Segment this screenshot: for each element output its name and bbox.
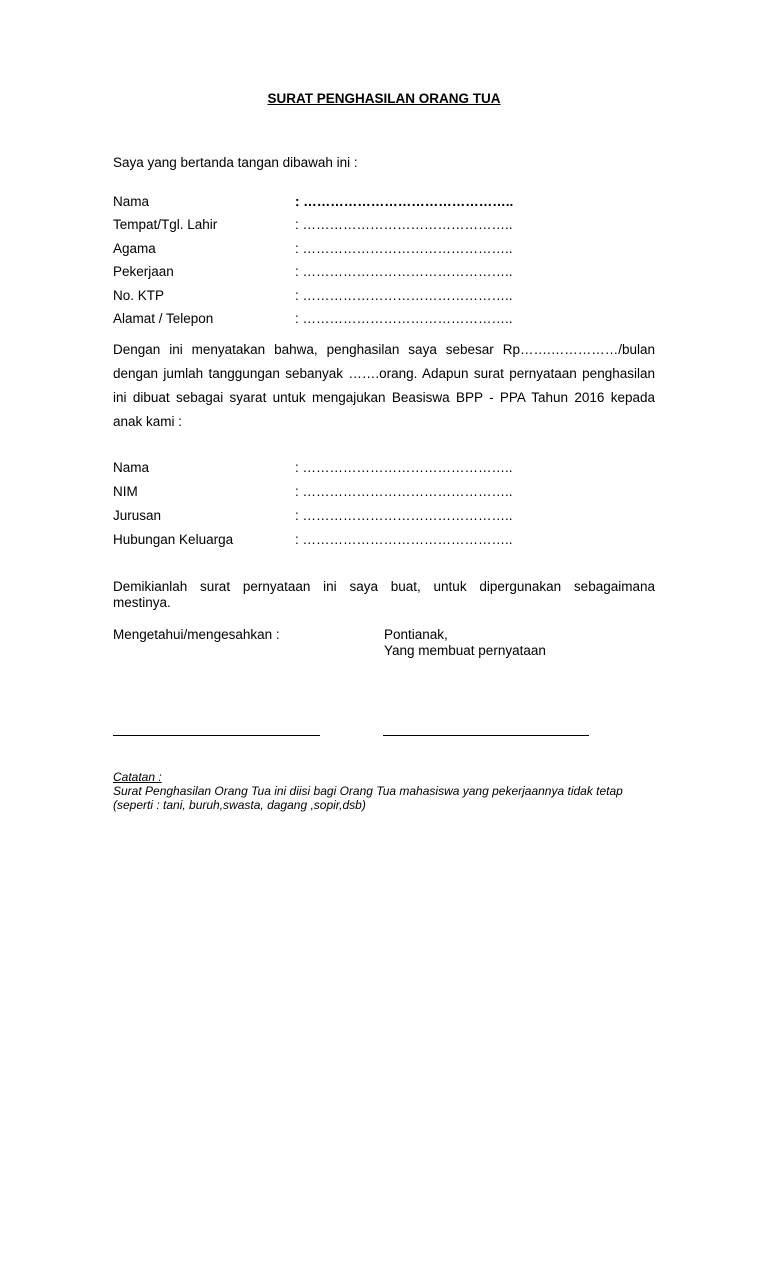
approval-label: Mengetahui/mengesahkan : — [113, 627, 280, 642]
field-value: : ……………………………………….. — [295, 460, 513, 475]
note-title: Catatan : — [113, 770, 162, 784]
student-field-nim — [113, 484, 673, 500]
field-label: Nama — [113, 460, 150, 475]
intro-text: Saya yang bertanda tangan dibawah ini : — [113, 155, 358, 170]
maker-signature-line — [383, 735, 589, 736]
statement-line: dengan jumlah tanggungan sebanyak …….orang. Adapun surat pernyataan penghasilan — [113, 366, 655, 381]
parent-field-ttl — [113, 217, 673, 233]
student-field-jurusan — [113, 508, 673, 524]
approver-signature-line — [113, 735, 320, 736]
field-label: Agama — [113, 241, 156, 256]
field-label: Tempat/Tgl. Lahir — [113, 217, 218, 232]
field-value: : ……………………………………….. — [295, 241, 513, 256]
closing-paragraph — [113, 579, 655, 611]
field-label: Jurusan — [113, 508, 162, 523]
student-field-hubungan — [113, 532, 673, 548]
field-label: NIM — [113, 484, 138, 499]
field-label: Hubungan Keluarga — [113, 532, 234, 547]
field-value: : ……………………………………….. — [295, 532, 513, 547]
field-value: : ……………………………………….. — [295, 508, 513, 523]
parent-field-alamat — [113, 311, 673, 327]
statement-line: ini dibuat sebagai syarat untuk mengajukan Beasiswa BPP - PPA Tahun 2016 kepada — [113, 390, 655, 405]
signature-maker-label: Yang membuat pernyataan — [384, 643, 546, 658]
field-label: No. KTP — [113, 288, 165, 303]
parent-field-agama — [113, 241, 673, 257]
field-value: : ……………………………………….. — [295, 217, 513, 232]
field-value: : ……………………………………….. — [295, 288, 513, 303]
statement-paragraph — [113, 338, 655, 434]
field-value: : ……………………………………….. — [295, 311, 513, 326]
statement-line: anak kami : — [113, 414, 183, 429]
student-field-nama — [113, 460, 673, 476]
field-label: Nama — [113, 194, 150, 209]
field-label: Alamat / Telepon — [113, 311, 214, 326]
signature-place: Pontianak, — [384, 627, 448, 642]
parent-field-pekerjaan — [113, 264, 673, 280]
parent-field-nama — [113, 194, 673, 210]
parent-field-ktp — [113, 288, 673, 304]
statement-line: Dengan ini menyatakan bahwa, penghasilan saya sebesar Rp…….……………/bulan — [113, 342, 655, 357]
document-title: SURAT PENGHASILAN ORANG TUA — [267, 91, 501, 106]
field-value: : ……………………………………….. — [295, 484, 513, 499]
field-value: : ……………………………………….. — [295, 264, 513, 279]
closing-line: Demikianlah surat pernyataan ini saya buat, untuk dipergunakan sebagaimana — [113, 579, 655, 594]
note-line: Surat Penghasilan Orang Tua ini diisi bagi Orang Tua mahasiswa yang pekerjaannya tidak tetap — [113, 784, 623, 798]
closing-line: mestinya. — [113, 595, 171, 610]
note-line: (seperti : tani, buruh,swasta, dagang ,sopir,dsb) — [113, 798, 366, 812]
field-value: : ……………………………………….. — [295, 194, 514, 209]
field-label: Pekerjaan — [113, 264, 174, 279]
